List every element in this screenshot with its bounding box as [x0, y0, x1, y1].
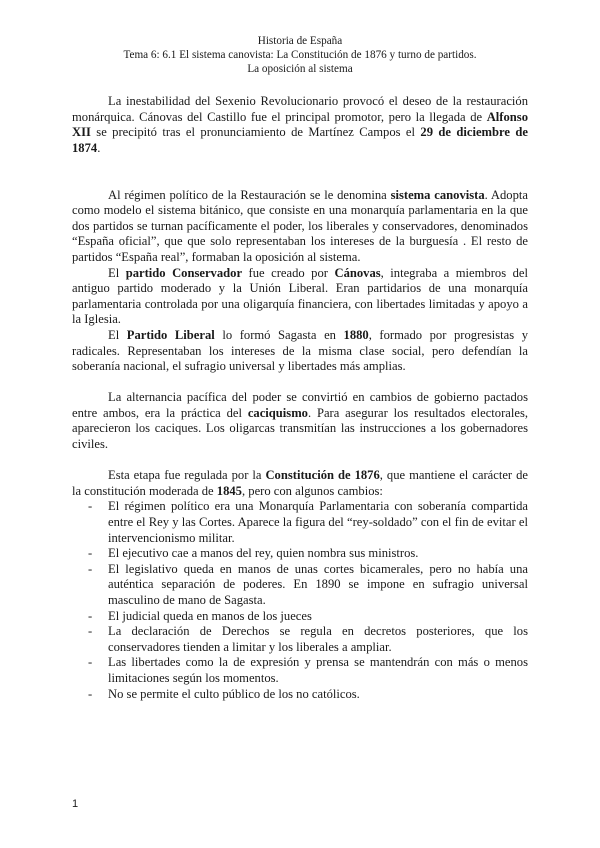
list-item: - La declaración de Derechos se regula en decretos posteriores, que los conservadores tienden a limitar y los liberales a ampliar. — [88, 624, 528, 654]
paragraph-partido-liberal: El Partido Liberal lo formó Sagasta en 1880, formado por progresistas y radicales. Representaban los intereses de la misma clase social, pero defendían la soberanía nacional, el sufragio universal y libertades más amplias. — [72, 327, 528, 374]
document-title: Historia de España — [257, 35, 343, 47]
bold-partido-conservador: partido Conservador — [125, 265, 243, 280]
paragraph-sistema-canovista: Al régimen político de la Restauración se le denomina sistema canovista. Adopta como modelo el sistema bitánico, que consiste en una monarquía parlamentaria en la que dos partidos se turnan pacíficamente el poder, los liberales y conservadores, denominados “España oficial”, que que solo representaban los intereses de la burguesía . El resto de partidos “España real”, formaban la oposición al sistema. — [72, 187, 528, 264]
dash-bullet: - — [88, 499, 93, 514]
page-number: 1 — [72, 798, 79, 810]
dash-bullet: - — [88, 608, 93, 623]
paragraph-constitucion: Esta etapa fue regulada por la Constitución de 1876, que mantiene el carácter de la constitución moderada de 1845, pero con algunos cambios: — [72, 468, 528, 498]
dash-bullet: - — [88, 624, 93, 639]
document-subtitle: Tema 6: 6.1 El sistema canovista: La Constitución de 1876 y turno de partidos. — [123, 49, 477, 61]
document-header — [0, 34, 600, 76]
dash-bullet: - — [88, 561, 93, 576]
spacer — [72, 375, 528, 391]
document-subtitle-2: La oposición al sistema — [247, 63, 353, 75]
list-item: - Las libertades como la de expresión y prensa se mantendrán con más o menos limitaciones según los momentos. — [88, 655, 528, 685]
bold-canovas: Cánovas — [334, 265, 381, 280]
paragraph-partido-conservador: El partido Conservador fue creado por Cánovas, integraba a miembros del antiguo partido moderado y la Unión Liberal. Eran partidarios de una monarquía parlamentaria controlada por una oligarquía financiera, con libertades limitadas y apoyo a la Iglesia. — [72, 265, 528, 327]
dash-bullet: - — [88, 655, 93, 670]
list-item: - El legislativo queda en manos de unas cortes bicamerales, pero no había una auténtica separación de poderes. En 1890 se impone en sufragio universal masculino de mano de Sagasta. — [88, 561, 528, 607]
spacer — [72, 453, 528, 469]
document-body — [72, 94, 528, 702]
spacer — [72, 156, 528, 172]
bold-1880: 1880 — [343, 327, 369, 342]
bold-alfonso-xii: Alfonso XII — [72, 109, 528, 140]
spacer — [72, 172, 528, 188]
bold-date: 29 de diciembre de 1874 — [72, 125, 528, 155]
list-item: - El ejecutivo cae a manos del rey, quien nombra sus ministros. — [88, 546, 419, 561]
bold-1845: 1845 — [216, 483, 242, 498]
dash-bullet: - — [88, 686, 93, 701]
paragraph-restauracion: La inestabilidad del Sexenio Revolucionario provocó el deseo de la restauración monárquica. Cánovas del Castillo fue el principal promotor, pero la llegada de Alfonso XII se precipitó tras el pronunciamiento de Martínez Campos el 29 de diciembre de 1874. — [72, 94, 528, 155]
paragraph-caciquismo: La alternancia pacífica del poder se convirtió en cambios de gobierno pactados entre ambos, era la práctica del caciquismo. Para asegurar los resultados electorales, aparecieron los caciques. Los oligarcas transmitían las instrucciones a los gobernadores civiles. — [72, 390, 528, 452]
list-item: - No se permite el culto público de los no católicos. — [88, 686, 360, 701]
dash-bullet: - — [88, 546, 93, 561]
bold-constitucion-1876: Constitución de 1876 — [265, 468, 380, 483]
bold-sistema-canovista: sistema canovista — [390, 187, 485, 202]
bold-partido-liberal: Partido Liberal — [126, 327, 215, 342]
list-item: - El judicial queda en manos de los jueces — [88, 608, 312, 623]
bold-caciquismo: caciquismo — [247, 405, 308, 420]
list-item: - El régimen político era una Monarquía Parlamentaria con soberanía compartida entre el Rey y las Cortes. Aparece la figura del “rey-soldado” con el fin de evitar el intervencionismo militar. — [88, 499, 528, 545]
constitution-changes-list — [72, 499, 528, 702]
